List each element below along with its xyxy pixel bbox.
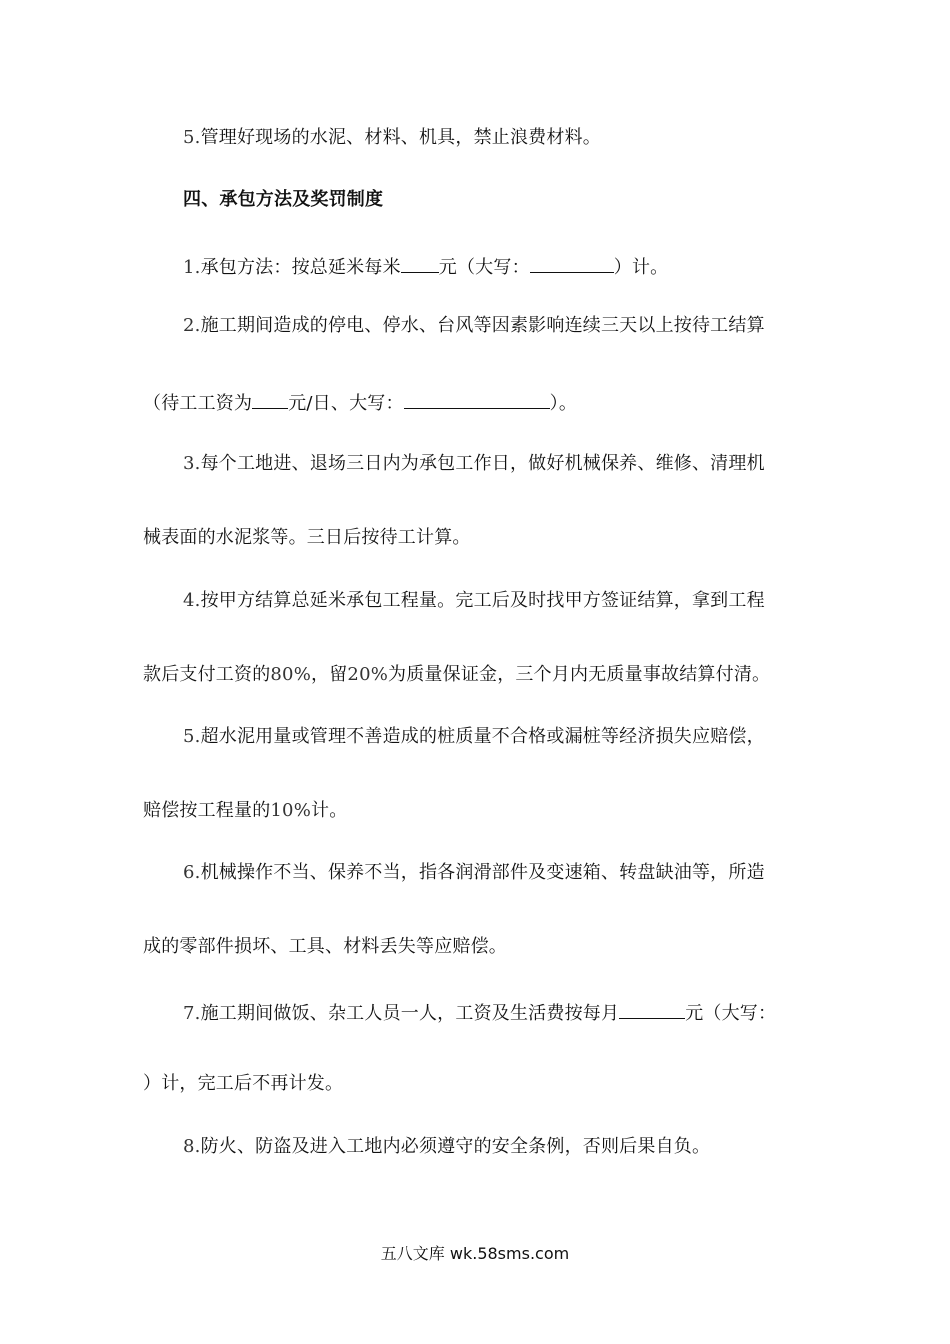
clause-contract-method [183,252,668,280]
clause-text: 为质量保证金，三个月内无质量事故结算付清。 [388,664,771,685]
item-number: 7. [183,1003,201,1024]
clause-text: 管理好现场的水泥、材料、机具，禁止浪费材料。 [200,127,601,148]
clause-cook-labor [183,998,776,1026]
clause-text: 成的零部件损坏、工具、材料丢失等应赔偿。 [143,936,507,957]
clause-waiting-settlement [183,314,765,338]
clause-compensation-continued [143,799,347,823]
item-number: 1. [183,257,201,278]
clause-text: 机械操作不当、保养不当，指各润滑部件及变速箱、转盘缺油等，所造 [200,862,765,883]
clause-site-entry [183,452,765,476]
price-blank [401,252,439,273]
clause-waiting-wage [143,388,577,416]
wage-words-blank [404,388,550,409]
clause-text: ）计，完工后不再计发。 [143,1073,344,1094]
item-number: 8. [183,1136,201,1157]
clause-machine-operation [183,861,765,885]
item-number: 5. [183,127,201,148]
clause-text: 承包方法：按总延米每米 [200,257,401,278]
clause-text: 元（大写： [685,1003,777,1024]
page-footer: 五八文库 wk.58sms.com [380,1244,570,1263]
item-number: 3. [183,453,201,474]
percent-value: 10% [270,800,312,821]
monthly-amount-blank [619,998,685,1019]
clause-text: 计。 [311,800,348,821]
item-number: 6. [183,862,201,883]
clause-text: 元（大写： [438,257,530,278]
clause-text: 元/日、大写： [288,393,404,414]
clause-site-entry-continued [143,526,471,550]
clause-text: 每个工地进、退场三日内为承包工作日，做好机械保养、维修、清理机 [200,453,765,474]
item-number: 5. [183,726,201,747]
clause-compensation [183,725,765,749]
section-heading-text: 四、承包方法及奖罚制度 [183,189,384,210]
item-number: 4. [183,590,201,611]
amount-words-blank [530,252,614,273]
clause-text: 款后支付工资的 [143,664,271,685]
clause-text: 械表面的水泥浆等。三日后按待工计算。 [143,527,471,548]
clause-text: ）。 [549,393,578,414]
clause-text: 赔偿按工程量的 [143,800,271,821]
clause-machine-operation-continued [143,935,507,959]
clause-settlement-continued [143,663,770,687]
item-number: 2. [183,315,201,336]
clause-text: 超水泥用量或管理不善造成的桩质量不合格或漏桩等经济损失应赔偿， [200,726,765,747]
clause-text: 防火、防盗及进入工地内必须遵守的安全条例，否则后果自负。 [200,1136,711,1157]
percent-value: 20% [347,664,389,685]
wage-blank [252,388,288,409]
clause-text: 施工期间做饭、杂工人员一人，工资及生活费按每月 [200,1003,620,1024]
percent-value: 80% [270,664,312,685]
clause-cook-labor-continued [143,1072,343,1096]
clause-text: ，留 [311,664,348,685]
clause-text: 施工期间造成的停电、停水、台风等因素影响连续三天以上按待工结算 [200,315,765,336]
clause-safety [183,1135,710,1159]
section-heading [183,188,383,212]
clause-text: ）计。 [613,257,669,278]
clause-management-materials [183,126,601,150]
clause-text: 按甲方结算总延米承包工程量。完工后及时找甲方签证结算，拿到工程 [200,590,765,611]
clause-settlement [183,589,765,613]
clause-text: （待工工资为 [143,393,253,414]
